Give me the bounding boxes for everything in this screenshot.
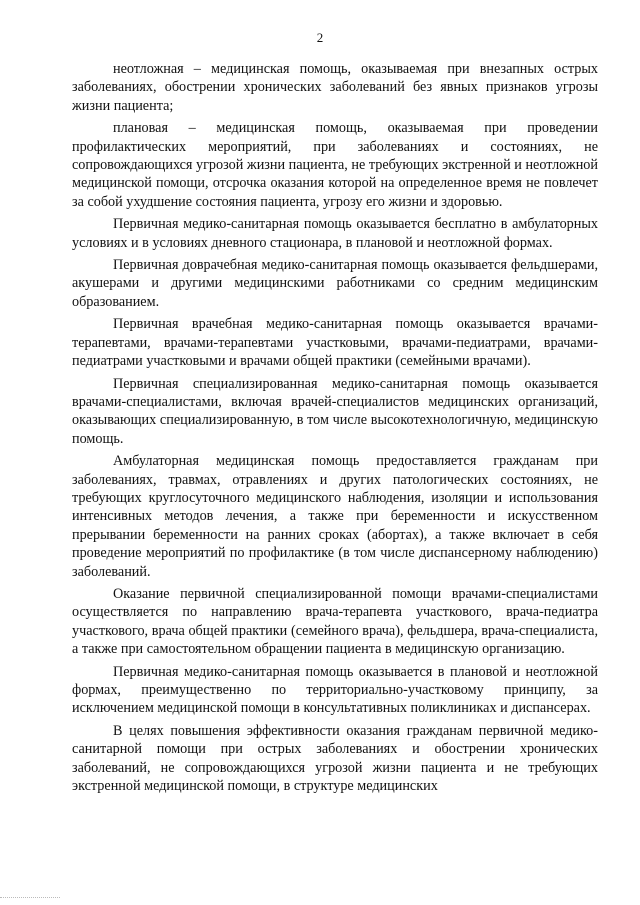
paragraph-efficiency-measures: В целях повышения эффективности оказания гражданам первичной медико-санитарной помощи при острых заболеваниях и обострении хронических заболеваний, не сопровождающихся угрозой жизни пациента и не требующих экстренной медицинской помощи, в структуре медицинских [72,722,598,795]
paragraph-outpatient-care: Амбулаторная медицинская помощь предоставляется гражданам при заболеваниях, травмах, отравлениях и других патологических состояниях, не требующих круглосуточного медицинского наблюдения, изоляции и использования интенсивных методов лечения, а также при беременности и искусственном прерывании беременности на ранних сроках (абортах), а также включает в себя проведение мероприятий по профилактике (в том числе диспансерному наблюдению) заболеваний. [72,453,598,580]
paragraph-planned-care-definition: плановая – медицинская помощь, оказываемая при проведении профилактических мероприятий, при заболеваниях и состояниях, не сопровождающихся угрозой жизни пациента, не требующих экстренной и неотложной медицинской помощи, отсрочка оказания которой на определенное время не повлечет за собой ухудшение состояния пациента, угрозу его жизни и здоровью. [72,120,598,210]
paragraph-pre-physician-care: Первичная доврачебная медико-санитарная помощь оказывается фельдшерами, акушерами и другими медицинскими работниками со средним медицинским образованием. [72,257,598,310]
document-body [72,60,598,799]
paragraph-physician-care: Первичная врачебная медико-санитарная помощь оказывается врачами-терапевтами, врачами-терапевтами участковыми, врачами-педиатрами, врачами-педиатрами участковыми и врачами общей практики (семейными врачами). [72,316,598,370]
paragraph-specialized-care: Первичная специализированная медико-санитарная помощь оказывается врачами-специалистами, включая врачей-специалистов медицинских организаций, оказывающих специализированную, в том числе высокотехнологичную, медицинскую помощь. [72,375,598,447]
scan-edge-mark [0,897,60,899]
paragraph-territorial-principle: Первичная медико-санитарная помощь оказывается в плановой и неотложной формах, преимущественно по территориально-участковому принципу, за исключением медицинской помощи в консультативных поликлиниках и диспансерах. [72,663,598,717]
paragraph-specialist-referral: Оказание первичной специализированной помощи врачами-специалистами осуществляется по направлению врача-терапевта участкового, врача-педиатра участкового, врача общей практики (семейного врача), фельдшера, врача-специалиста, а также при самостоятельном обращении пациента в медицинскую организацию. [72,585,598,658]
page-number: 2 [316,30,324,45]
paragraph-urgent-care-definition: неотложная – медицинская помощь, оказываемая при внезапных острых заболеваниях, обострении хронических заболеваний без явных признаков угрозы жизни пациента; [72,61,598,114]
paragraph-primary-care-free: Первичная медико-санитарная помощь оказывается бесплатно в амбулаторных условиях и в условиях дневного стационара, в плановой и неотложной формах. [72,216,598,251]
